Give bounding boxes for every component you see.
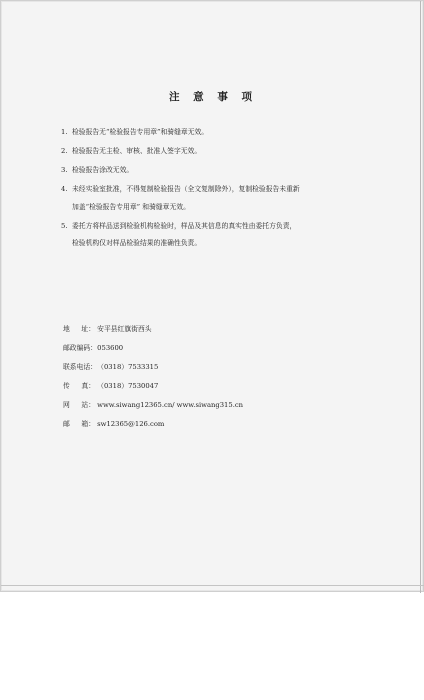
note-continuation: 检验机构仅对样品检验结果的准确性负责。 — [72, 239, 202, 247]
note-item-4 — [61, 184, 391, 212]
contact-row-email — [63, 419, 363, 429]
page-edge-shadow-bottom — [1, 585, 424, 586]
phone-label: 联系电话： — [63, 363, 97, 371]
note-item-1 — [61, 127, 391, 138]
email-label — [63, 419, 95, 429]
note-number: 1. — [61, 128, 68, 136]
fax-label-char: 传 — [63, 382, 70, 390]
website-value: www.siwang12365.cn/ www.siwang315.cn — [97, 401, 244, 409]
note-number: 3. — [61, 166, 68, 174]
address-label-char: 地 — [63, 325, 70, 333]
contact-row-address — [63, 324, 363, 334]
fax-label-char: 真： — [81, 382, 95, 390]
contact-info — [63, 324, 363, 438]
page-title: 注 意 事 项 — [169, 91, 257, 103]
note-number: 2. — [61, 147, 68, 155]
contact-row-phone — [63, 362, 363, 372]
fax-value: （0318）7530047 — [97, 382, 159, 390]
note-continuation: 加盖“检验报告专用章” 和骑缝章无效。 — [72, 202, 190, 211]
website-label — [63, 400, 95, 410]
address-value: 安平县红旗街西头 — [97, 325, 152, 333]
website-label-char: 网 — [63, 401, 70, 409]
postcode-label: 邮政编码： — [63, 344, 97, 352]
note-text: 检验报告无主检、审核、批准人签字无效。 — [72, 147, 202, 155]
note-number: 4. — [61, 185, 68, 193]
notes-list — [61, 127, 391, 257]
contact-row-website — [63, 400, 363, 410]
note-text: 未经实验室批准，不得复制检验报告（全文复制除外），复制检验报告未重新 — [72, 185, 300, 193]
note-item-5 — [61, 221, 391, 249]
email-label-char: 邮 — [63, 420, 70, 428]
website-label-char: 站： — [81, 401, 95, 409]
note-text: 委托方将样品送到检验机构检验时，样品及其信息的真实性由委托方负责， — [72, 221, 297, 230]
address-label-char: 址： — [81, 325, 95, 333]
fax-label — [63, 381, 95, 391]
note-item-3 — [61, 165, 391, 176]
contact-row-postcode — [63, 343, 363, 353]
phone-value: （0318）7533315 — [97, 363, 159, 371]
email-label-char: 箱： — [81, 420, 95, 428]
email-value: sw12365@126.com — [97, 420, 165, 428]
note-number: 5. — [61, 221, 68, 230]
postcode-value: 053600 — [97, 344, 124, 352]
note-text: 检验报告涂改无效。 — [72, 166, 134, 174]
address-label — [63, 324, 95, 334]
note-item-2 — [61, 146, 391, 157]
contact-row-fax — [63, 381, 363, 391]
note-text: 检验报告无“检验报告专用章”和骑缝章无效。 — [72, 128, 209, 136]
